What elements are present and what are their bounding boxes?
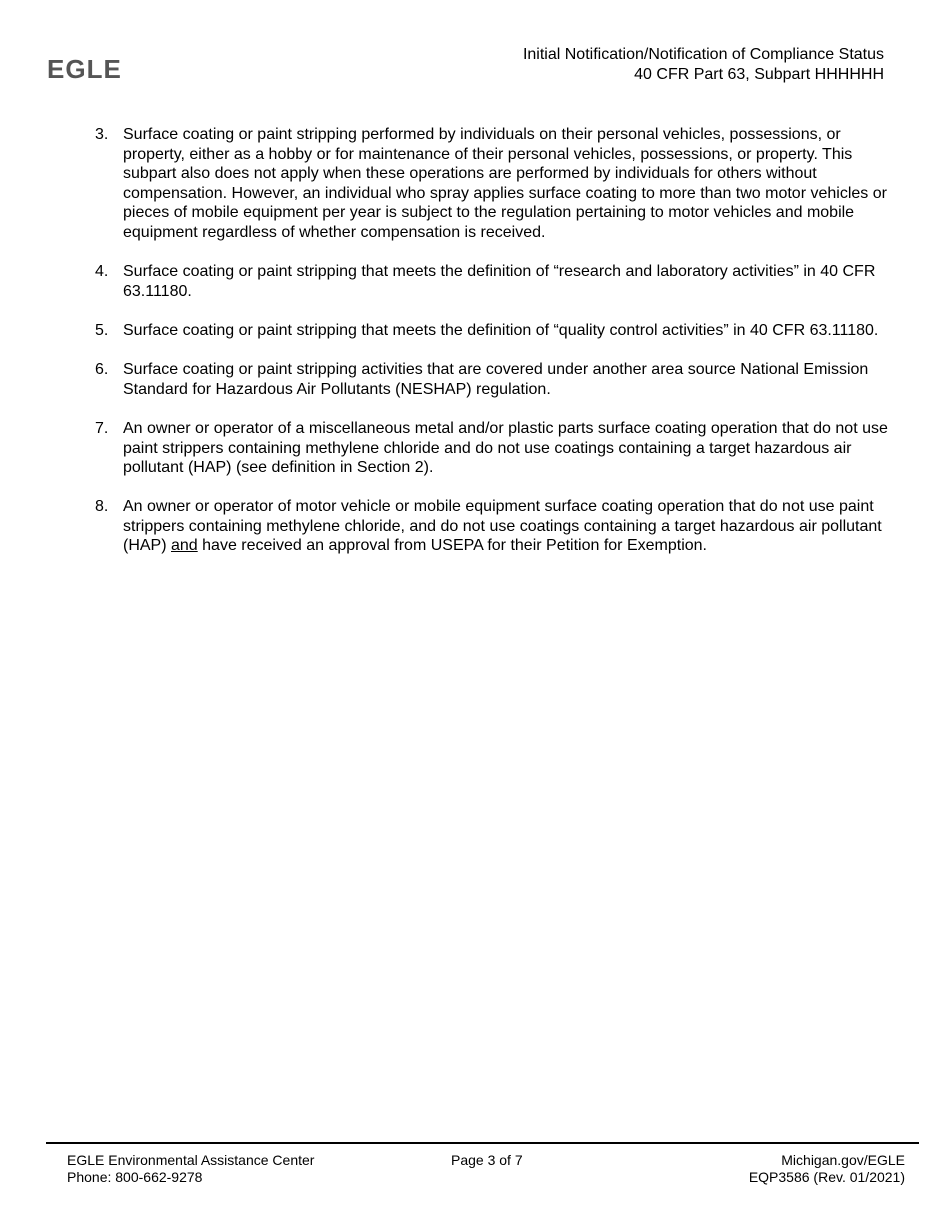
list-item-number: 4. (95, 263, 109, 281)
footer-form-id: EQP3586 (Rev. 01/2021) (748, 1168, 905, 1185)
footer-divider (46, 1142, 919, 1144)
footer-phone: Phone: 800-662-9278 (67, 1168, 203, 1185)
list-item (92, 321, 892, 341)
header-form-title: Initial Notification/Notification of Compliance Status (522, 46, 884, 63)
footer-website: Michigan.gov/EGLE (781, 1152, 905, 1168)
footer-info (749, 1152, 905, 1185)
list-item-number: 7. (95, 419, 109, 437)
egle-logo (47, 57, 129, 81)
list-item-number: 5. (95, 321, 109, 339)
list-item (92, 360, 892, 399)
list-item-text: An owner or operator of a miscellaneous metal and/or plastic parts surface coating operation that do not use paint strippers containing methylene chloride and do not use coatings containing a target hazardous air pollutant (HAP) (see definition in Section 2). (123, 419, 888, 477)
exemption-list (92, 125, 892, 576)
list-item (92, 262, 892, 301)
list-item-text: Surface coating or paint stripping performed by individuals on their personal vehicles, possessions, or property, either as a hobby or for maintenance of their personal vehicles, possessions, or property. This subpart also does not apply when these operations are performed by individuals for others without compensation. However, an individual who spray applies surface coating to more than two motor vehicles or pieces of mobile equipment per year is subject to the regulation pertaining to motor vehicles and mobile equipment regardless of whether compensation is received. (123, 126, 887, 241)
egle-logo-mark (47, 57, 129, 81)
list-item (92, 419, 892, 478)
list-item-text-underlined: and (171, 537, 198, 555)
footer-org: EGLE Environmental Assistance Center (67, 1152, 315, 1168)
list-item-text-after: have received an approval from USEPA for their Petition for Exemption. (197, 537, 707, 555)
footer-page-number: Page 3 of 7 (451, 1152, 523, 1168)
list-item-number: 8. (95, 498, 109, 516)
document-header (523, 45, 884, 85)
list-item (92, 125, 892, 243)
list-item-number: 3. (95, 126, 109, 143)
footer-contact (67, 1152, 314, 1185)
list-item-text-before: An owner or operator of motor vehicle or mobile equipment surface coating operation that do not use paint strippers containing methylene chloride, and do not use coatings containing a target hazardous air pollutant (HAP) (123, 498, 882, 555)
list-item-text: Surface coating or paint stripping that meets the definition of “quality control activities” in 40 CFR 63.11180. (123, 321, 879, 339)
list-item (92, 497, 892, 556)
svg-text:EGLE: EGLE (47, 57, 122, 81)
list-item-text: Surface coating or paint stripping that meets the definition of “research and laboratory activities” in 40 CFR 63.11180. (123, 263, 876, 300)
header-regulation: 40 CFR Part 63, Subpart HHHHHH (634, 66, 884, 83)
list-item-text: Surface coating or paint stripping activities that are covered under another area source National Emission Standard for Hazardous Air Pollutants (NESHAP) regulation. (123, 361, 869, 398)
list-item-number: 6. (95, 361, 109, 379)
